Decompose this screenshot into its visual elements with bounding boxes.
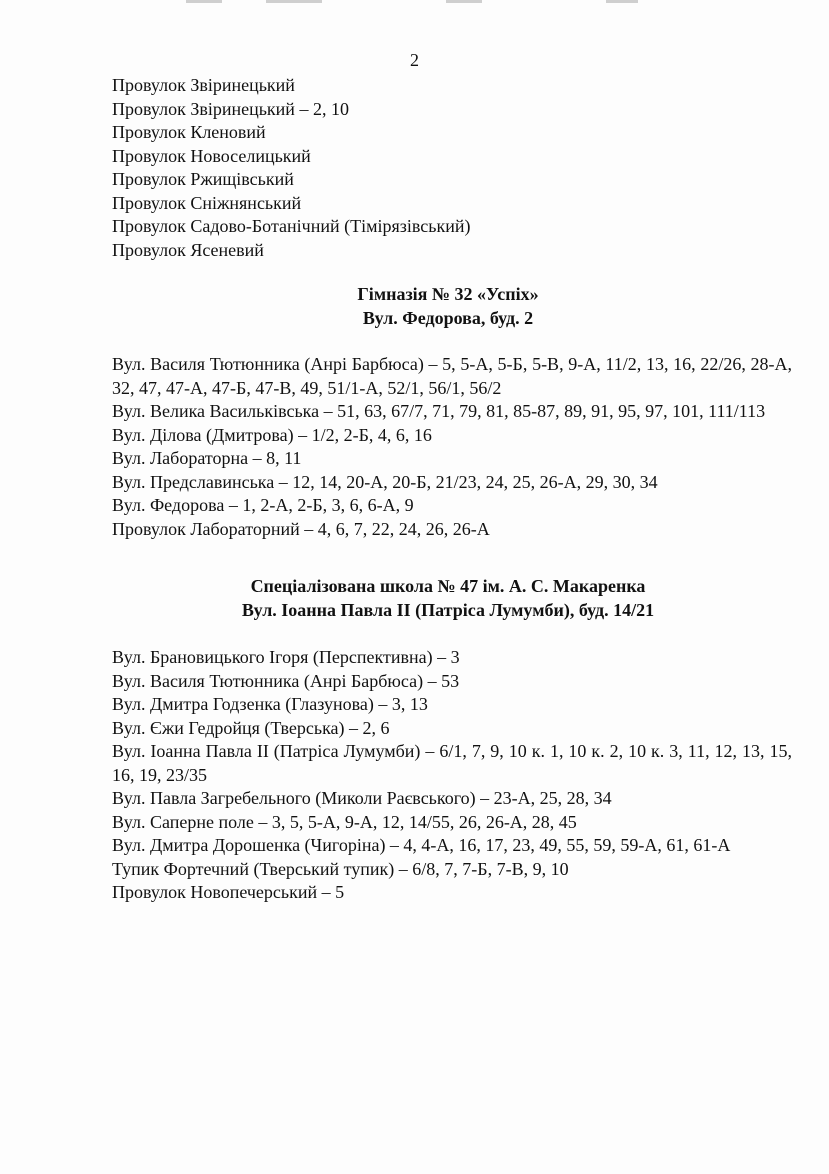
- list-item: Провулок Новопечерський – 5: [112, 882, 345, 902]
- gymnasium-32-street-list: [112, 353, 792, 541]
- list-item: Вул. Велика Васильківська – 51, 63, 67/7, 71, 79, 81, 85-87, 89, 91, 95, 97, 101, 111/113: [112, 401, 766, 421]
- section-address: Вул. Федорова, буд. 2: [362, 307, 534, 328]
- list-item: Вул. Дмитра Дорошенка (Чигоріна) – 4, 4-А, 16, 17, 23, 49, 55, 59, 59-А, 61, 61-А: [112, 835, 731, 855]
- section-title: Спеціалізована школа № 47 ім. А. С. Макаренка: [250, 576, 646, 596]
- list-item: Провулок Сніжнянський: [112, 192, 302, 213]
- list-item: Вул. Федорова – 1, 2-А, 2-Б, 3, 6, 6-А, 9: [112, 495, 414, 515]
- list-item: Вул. Василя Тютюнника (Анрі Барбюса) – 53: [112, 670, 460, 691]
- list-item: Провулок Садово-Ботанічний (Тімірязівський): [112, 216, 471, 236]
- list-item: Вул. Іоанна Павла ІІ (Патріса Лумумби) – 6/1, 7, 9, 10 к. 1, 10 к. 2, 10 к. 3, 11, 12, 13, 15, 16, 19, 23/35: [112, 741, 792, 785]
- list-item: Провулок Ржищівський: [112, 169, 294, 189]
- page-number: 2: [410, 50, 419, 70]
- list-item: Вул. Предславинська – 12, 14, 20-А, 20-Б, 21/23, 24, 25, 26-А, 29, 30, 34: [112, 471, 658, 492]
- list-item: Вул. Саперне поле – 3, 5, 5-А, 9-А, 12, 14/55, 26, 26-А, 28, 45: [112, 811, 577, 832]
- scan-edge-mark: [446, 0, 482, 3]
- list-item: Провулок Ясеневий: [112, 239, 264, 260]
- list-item: Провулок Кленовий: [112, 122, 266, 142]
- list-item: Вул. Ділова (Дмитрова) – 1/2, 2-Б, 4, 6, 16: [112, 424, 432, 445]
- list-item: Вул. Дмитра Годзенка (Глазунова) – 3, 13: [112, 694, 428, 714]
- scan-edge-mark: [606, 0, 638, 3]
- list-item: Вул. Лабораторна – 8, 11: [112, 448, 302, 468]
- list-item: Провулок Звіринецький – 2, 10: [112, 98, 349, 119]
- intro-street-list: [112, 74, 792, 262]
- list-item: Вул. Павла Загребельного (Миколи Раєвського) – 23-А, 25, 28, 34: [112, 788, 612, 808]
- scan-edge-mark: [266, 0, 322, 3]
- list-item: Провулок Лабораторний – 4, 6, 7, 22, 24, 26, 26-А: [112, 518, 490, 539]
- section-heading-school-47: [112, 575, 784, 622]
- section-title: Гімназія № 32 «Успіх»: [357, 284, 539, 304]
- list-item: Вул. Єжи Гедройця (Тверська) – 2, 6: [112, 717, 390, 738]
- section-address: Вул. Іоанна Павла ІІ (Патріса Лумумби), буд. 14/21: [241, 599, 655, 620]
- list-item: Провулок Звіринецький: [112, 75, 295, 95]
- scan-edge-mark: [186, 0, 222, 3]
- section-heading-gymnasium-32: [112, 283, 784, 330]
- school-47-street-list: [112, 646, 792, 905]
- list-item: Вул. Брановицького Ігоря (Перспективна) – 3: [112, 647, 460, 667]
- list-item: Провулок Новоселицький: [112, 145, 311, 166]
- list-item: Тупик Фортечний (Тверський тупик) – 6/8, 7, 7-Б, 7-В, 9, 10: [112, 858, 569, 879]
- list-item: Вул. Василя Тютюнника (Анрі Барбюса) – 5, 5-А, 5-Б, 5-В, 9-А, 11/2, 13, 16, 22/26, 28-А, 32, 47, 47-А, 47-Б, 47-В, 49, 51/1-А, 52/1, 56/1, 56/2: [112, 354, 792, 398]
